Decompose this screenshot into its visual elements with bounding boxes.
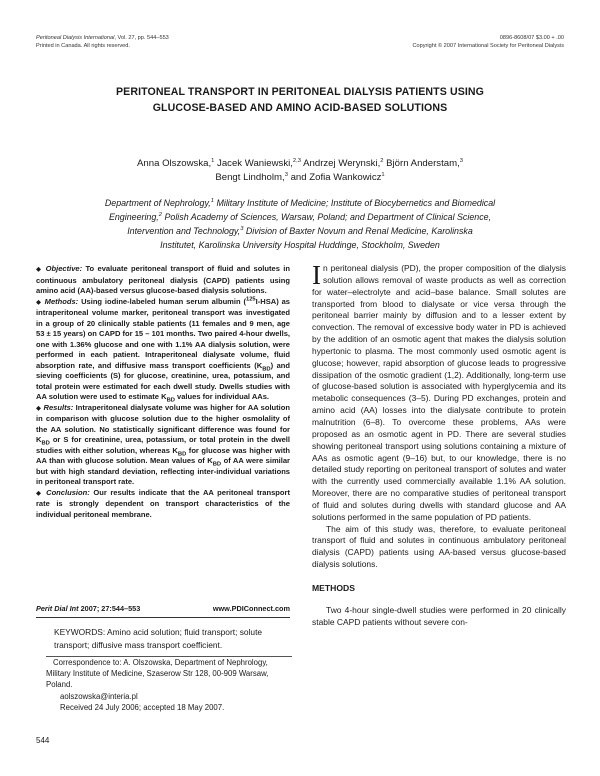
abstract-text: or S for creatinine, urea, potassium, or total protein in the dwell studies with either solution, whereas K [36,435,290,455]
section-label: Conclusion: [46,487,90,497]
section-label: Methods: [44,296,79,306]
abstract [36,264,290,520]
abstract-objective [36,264,290,297]
author-name: Andrzej Werynski, [300,158,381,169]
affiliation-mark: 1 [381,171,385,178]
abstract-text: ) and sieving coefficients (S) for glucose, creatinine, urea, potassium, and total protein were estimated for each dwell study. Dwells studies with AA solution were used to estimate K [36,360,291,401]
author-name: Björn Anderstam, [383,158,460,169]
diamond-bullet-icon: ◆ [36,404,42,412]
correspondence-address: Correspondence to: A. Olszowska, Department of Nephrology, Military Institute of Medicine, Szaserow Str 128, 00-909 Warsaw, Poland. [46,658,269,690]
abstract-text: I-HSA) as intraperitoneal volume marker, peritoneal transport was investigated in a group of 20 clinically stable patients (11 females and 9 men, age 53 ± 15 years) on CAPD for 15 – 101 months. Two paired 4-hour dwells, one with 1.36% glucose and one with 1.1% AA dialysis solution, were performed in each patient. Intraperitoneal dialysate volume, fluid absorption rate, and diffusive mass transport coefficients (K [36,296,290,370]
article-title [60,84,540,116]
copyright-line: Copyright © 2007 International Society for Peritoneal Dialysis [412,43,564,49]
running-header-right [412,34,564,50]
diamond-bullet-icon: ◆ [36,266,43,273]
author-list [60,157,540,185]
abstract-text: Our results indicate that the AA peritoneal transport rate is strongly dependent on transport characteristics of the individual peritoneal membrane. [36,487,290,519]
author-name: Anna Olszowska, [137,158,212,169]
correspondence [46,657,292,713]
abstract-results [36,403,290,488]
affiliation-mark: 2 [158,212,163,219]
affiliation-mark: 3 [459,157,463,164]
affiliation-text: Military Institute of Medicine; Institute of Biocybernetics and Biomedical [213,198,496,208]
abstract-text: values for individual AAs. [174,392,270,401]
abstract-conclusion [36,488,290,521]
subscript: BD [262,366,271,372]
abstract-text: Using iodine-labeled human serum albumin ( [78,296,246,306]
citation-ref: 2007; 27:544–553 [78,604,141,613]
affiliation-text: Intervention and Technology, [127,226,241,236]
subscript: BD [166,397,175,404]
author-name: Bengt Lindholm, [215,172,285,183]
affiliations [50,196,550,252]
section-label: Objective: [45,264,83,273]
abstract-text: for glucose was higher with AA than with glucose solution. Mean values of K [36,445,290,465]
subscript: BD [41,440,50,447]
title-line-1: PERITONEAL TRANSPORT IN PERITONEAL DIALYSIS PATIENTS USING [116,86,484,98]
issn-line: 0896-8608/07 $3.00 + .00 [499,35,564,41]
body-paragraph: The aim of this study was, therefore, to evaluate peritoneal transport of fluid and solutes in continuous ambulatory peritoneal dialysis (CAPD) patients using AA-based versus glucose-based dialysis solutions. [312,523,566,570]
page-number: 544 [36,736,50,745]
subscript: BD [177,451,187,457]
affiliation-mark: 3 [240,226,244,233]
body-text [312,260,566,628]
running-header-left [36,34,169,50]
diamond-bullet-icon: ◆ [36,298,42,306]
citation-line [36,604,290,613]
paragraph-text: n peritoneal dialysis (PD), the proper composition of the dialysis solution allows removal of waste products as well as correction for water–electrolyte and acid–base balance. Small solutes are transported from blood to dialysate or vice versa through the peritoneal barrier mainly by diffusion and to a lesser extent by convection. The removal of excessive body water in PD is achieved by the addition of an osmotic agent that makes the dialysis solution hypertonic to plasma. The most commonly used osmotic agent is glucose; however, rapid absorption of glucose leads to progressive dissipation of the osmotic gradient (1,2). Additionally, long-term use of glucose-based solution is associated with hyperglycemia and its metabolic consequences (3–5). During PD exchanges, protein and amino acid (AA) losses into the dialysate contribute to protein malnutrition (6–8). To overcome these problems, AAs were proposed as an osmotic agent in PD. There are several studies showing peritoneal transport using solutions containing a mixture of AAs as osmotic agent (9–16) but, to our knowledge, there is no detailed study reporting on peritoneal transport of solutes and water with the currently used commercially available 1.1% AA solution. Moreover, there are no comparative studies of peritoneal transport of fluid and solutes during dwells with standard glucose and AA solutions performed in the same population of PD patients. [312,263,566,522]
divider [36,617,290,618]
printed-note: Printed in Canada. All rights reserved. [36,43,130,49]
affiliation-text: Engineering, [108,212,159,222]
affiliation-mark: 1 [210,198,214,205]
correspondence-email: aolszowska@interia.pl [60,691,138,701]
isotope-mark: 125 [245,295,256,302]
citation-journal: Perit Dial Int [36,604,79,613]
abstract-text: To evaluate peritoneal transport of fluid and solutes in continuous ambulatory peritoneal dialysis (CAPD) patients using amino acid (AA)-based versus glucose-based dialysis solutions. [36,264,290,295]
keywords: KEYWORDS: Amino acid solution; fluid transport; solute transport; diffusive mass transport coefficient. [54,627,263,650]
diamond-bullet-icon: ◆ [36,489,43,497]
affiliation-text: Division of Baxter Novum and Renal Medicine, Karolinska [243,226,473,236]
author-name: and Zofia Wankowicz [287,172,382,183]
affiliation-mark: 1 [211,157,215,164]
body-paragraph [312,260,566,524]
journal-url: www.PDIConnect.com [212,604,290,613]
drop-cap: I [312,260,321,290]
affiliation-mark: 2 [380,157,384,164]
subscript: BD [212,461,222,468]
journal-volume: , Vol. 27, pp. 544–553 [114,35,169,41]
journal-name: Peritoneal Dialysis International [36,35,115,41]
affiliation-mark: 2,3 [292,157,301,164]
body-paragraph: Two 4-hour single-dwell studies were performed in 20 clinically stable CAPD patients without severe con- [312,604,566,627]
affiliation-text: Polish Academy of Sciences, Warsaw, Poland; and Department of Clinical Science, [162,212,492,222]
abstract-text: Intraperitoneal dialysate volume was higher for AA solution in comparison with glucose solution due to the higher osmolality of the AA solution. No statistically significant difference was found for K [36,402,290,444]
affiliation-mark: 3 [284,171,288,178]
abstract-text: of AA were similar but with high standard deviation, reflecting inter-individual variations in peritoneal transport rate. [36,456,290,486]
affiliation-text: Department of Nephrology, [104,198,211,208]
title-line-2: GLUCOSE-BASED AND AMINO ACID-BASED SOLUTIONS [152,102,448,114]
affiliation-text: Institutet, Karolinska University Hospital Huddinge, Stockholm, Sweden [160,240,440,250]
section-label: Results: [43,402,74,412]
section-heading-methods: METHODS [312,582,355,593]
received-dates: Received 24 July 2006; accepted 18 May 2007. [60,702,225,712]
abstract-methods [36,297,290,403]
author-name: Jacek Waniewski, [214,158,293,169]
